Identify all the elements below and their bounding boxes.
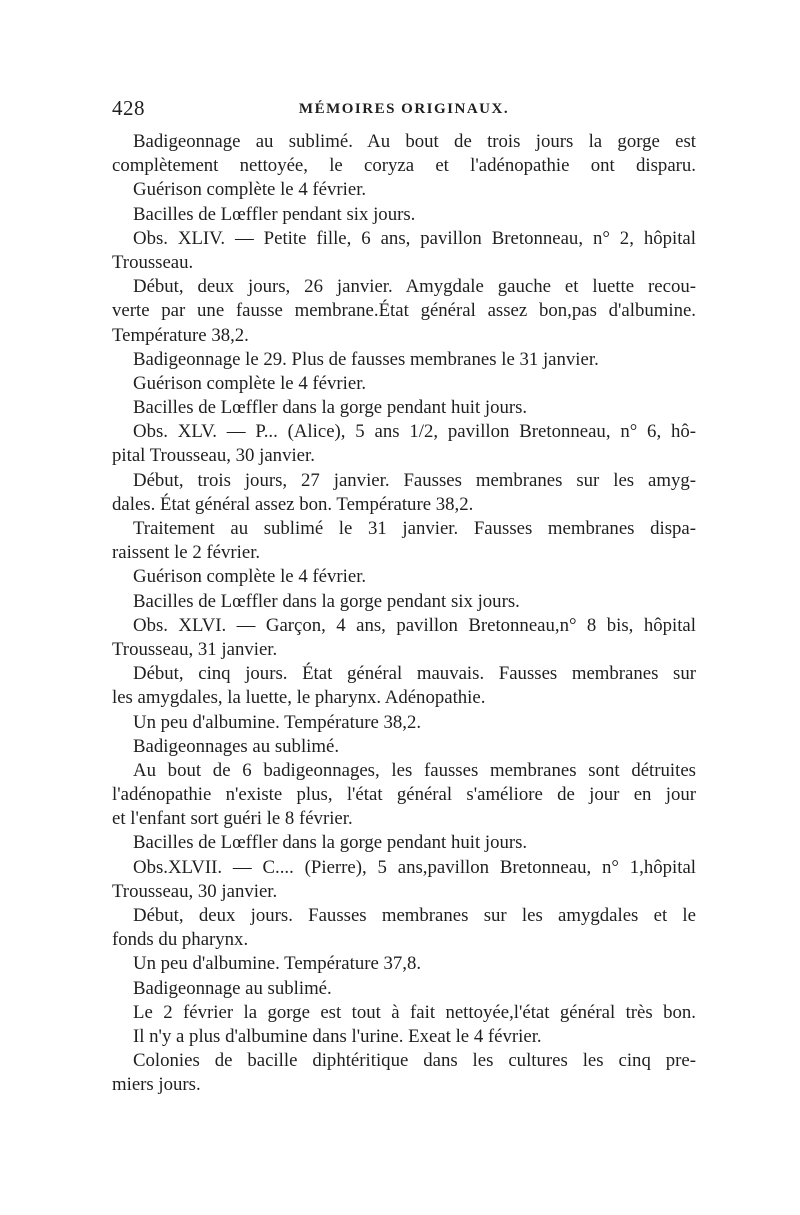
text-line: Un peu d'albumine. Température 37,8. xyxy=(133,953,422,975)
text-line: Bacilles de Lœffler dans la gorge pendant six jours. xyxy=(133,590,520,612)
text-line: et l'enfant sort guéri le 8 février. xyxy=(112,808,353,830)
text-line: Guérison complète le 4 février. xyxy=(133,179,367,201)
text-line: les amygdales, la luette, le pharynx. Adénopathie. xyxy=(112,687,486,709)
text-line: Un peu d'albumine. Température 38,2. xyxy=(133,711,422,733)
text-line: raissent le 2 février. xyxy=(112,542,261,564)
text-line: Température 38,2. xyxy=(112,324,249,346)
obs-heading-line: Obs. XLIV. — Petite fille, 6 ans, pavillon Bretonneau, n° 2, hôpital xyxy=(133,227,696,249)
obs-heading-line: Obs. XLV. — P... (Alice), 5 ans 1/2, pavillon Bretonneau, n° 6, hô- xyxy=(133,421,696,443)
text-line: Badigeonnage le 29. Plus de fausses membranes le 31 janvier. xyxy=(133,348,599,370)
text-line: Début, trois jours, 27 janvier. Fausses membranes sur les amyg- xyxy=(133,469,696,491)
text-line: Trousseau. xyxy=(112,251,194,273)
text-line: Trousseau, 30 janvier. xyxy=(112,880,278,902)
obs-heading-line: Obs. XLVI. — Garçon, 4 ans, pavillon Bretonneau,n° 8 bis, hôpital xyxy=(133,614,696,636)
text-line: Au bout de 6 badigeonnages, les fausses membranes sont détruites xyxy=(133,759,696,781)
text-line: Badigeonnage au sublimé. xyxy=(133,977,332,999)
text-line: pital Trousseau, 30 janvier. xyxy=(112,445,315,467)
text-line: Badigeonnage au sublimé. Au bout de trois jours la gorge est xyxy=(133,131,696,152)
text-line: Guérison complète le 4 février. xyxy=(133,566,367,588)
text-line: Trousseau, 31 janvier. xyxy=(112,638,278,660)
text-line: Guérison complète le 4 février. xyxy=(133,372,367,394)
obs-heading-line: Obs.XLVII. — C.... (Pierre), 5 ans,pavillon Bretonneau, n° 1,hôpital xyxy=(133,856,696,878)
text-line: l'adénopathie n'existe plus, l'état général s'améliore de jour en jour xyxy=(112,784,696,806)
text-line: Le 2 février la gorge est tout à fait nettoyée,l'état général très bon. xyxy=(133,1001,696,1023)
text-line: Traitement au sublimé le 31 janvier. Fausses membranes dispa- xyxy=(133,518,696,539)
text-line: Bacilles de Lœffler dans la gorge pendant huit jours. xyxy=(133,397,528,419)
text-line: verte par une fausse membrane.État général assez bon,pas d'albumine. xyxy=(112,300,696,322)
page-header xyxy=(112,96,696,122)
text-line: miers jours. xyxy=(112,1074,201,1096)
text-line: Début, cinq jours. État général mauvais. Fausses membranes sur xyxy=(133,663,696,685)
text-line: dales. État général assez bon. Température 38,2. xyxy=(112,493,474,515)
text-line: Colonies de bacille diphtéritique dans les cultures les cinq pre- xyxy=(133,1050,696,1072)
text-line: Début, deux jours. Fausses membranes sur les amygdales et le xyxy=(133,905,696,926)
text-line: Bacilles de Lœffler dans la gorge pendant huit jours. xyxy=(133,832,528,854)
text-line: Badigeonnages au sublimé. xyxy=(133,735,340,757)
text-line: fonds du pharynx. xyxy=(112,929,249,951)
running-title: MÉMOIRES ORIGINAUX. xyxy=(298,101,510,117)
text-line: Il n'y a plus d'albumine dans l'urine. Exeat le 4 février. xyxy=(133,1025,542,1047)
text-line: Bacilles de Lœffler pendant six jours. xyxy=(133,203,416,225)
page-number: 428 xyxy=(112,96,145,120)
text-line: complètement nettoyée, le coryza et l'adénopathie ont disparu. xyxy=(112,155,696,177)
text-line: Début, deux jours, 26 janvier. Amygdale gauche et luette recou- xyxy=(133,276,696,298)
body-text xyxy=(112,130,696,1098)
